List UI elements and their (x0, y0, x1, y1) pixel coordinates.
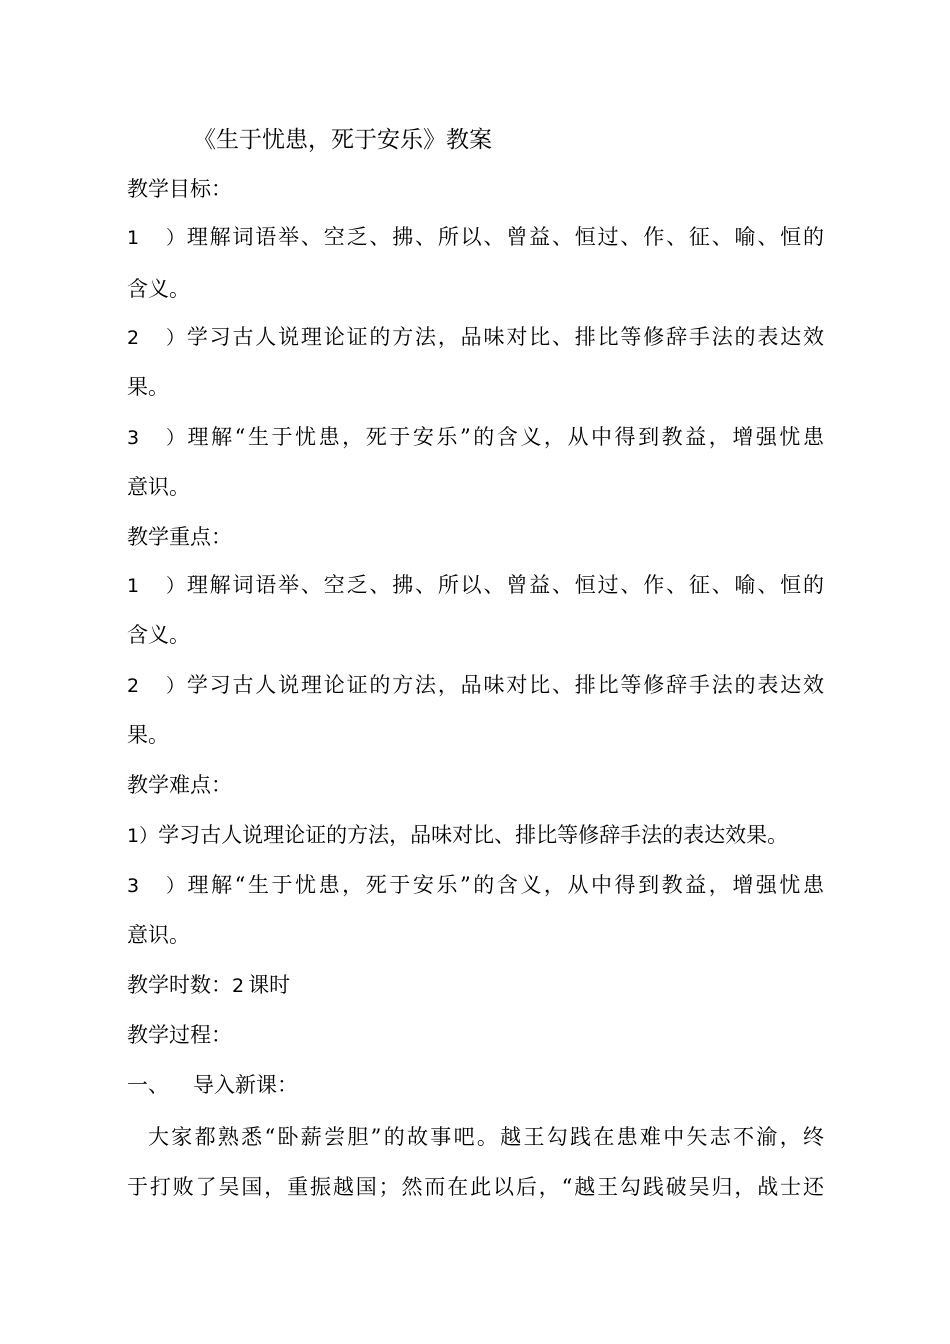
intro-paragraph-line1: 大家都熟悉“卧薪尝胆”的故事吧。越王勾践在患难中矢志不渝，终 (148, 1125, 824, 1149)
keypoint-1-line1 (127, 560, 824, 611)
objective-2-text: 学习古人说理论证的方法，品味对比、排比等修辞手法的表达效 (185, 325, 824, 349)
objective-2-line2: 果。 (127, 375, 169, 399)
objective-1-line2: 含义。 (127, 277, 190, 301)
objective-2-number: 2） (127, 327, 185, 349)
keypoint-2-number: 2） (127, 675, 185, 697)
keypoint-1-text: 理解词语举、空乏、拂、所以、曾益、恒过、作、征、喻、恒的 (185, 573, 824, 597)
objective-1-number: 1） (127, 227, 185, 249)
keypoint-2-text: 学习古人说理论证的方法，品味对比、排比等修辞手法的表达效 (185, 673, 824, 697)
objective-3-number: 3） (127, 427, 185, 449)
objective-2-line1 (127, 312, 824, 363)
teaching-hours-value: 2 (232, 975, 245, 997)
difficulty-1-text: 学习古人说理论证的方法，品味对比、排比等修辞手法的表达效果。 (158, 823, 789, 847)
difficulty-3-number: 3） (127, 875, 185, 897)
process-heading: 教学过程： (127, 1023, 232, 1047)
difficulties-heading: 教学难点： (127, 773, 232, 797)
objective-3-line2: 意识。 (127, 475, 190, 499)
keypoint-1-number: 1） (127, 575, 185, 597)
keypoint-1-line2: 含义。 (127, 623, 190, 647)
difficulty-1-number: 1） (127, 825, 159, 847)
keypoint-2-line1 (127, 660, 824, 711)
objective-3-text: 理解“生于忧患，死于安乐”的含义，从中得到教益，增强忧患 (185, 425, 824, 449)
keypoint-2-line2: 果。 (127, 723, 169, 747)
teaching-hours (127, 960, 290, 1011)
section-one-title: 导入新课： (193, 1073, 298, 1097)
difficulty-3-text: 理解“生于忧患，死于安乐”的含义，从中得到教益，增强忧患 (185, 873, 824, 897)
objective-1-text: 理解词语举、空乏、拂、所以、曾益、恒过、作、征、喻、恒的 (185, 225, 824, 249)
objective-1-line1 (127, 212, 824, 263)
section-one-heading (127, 1060, 298, 1110)
keypoints-heading: 教学重点： (127, 525, 232, 549)
teaching-hours-unit: 课时 (248, 973, 291, 997)
difficulty-3-line2: 意识。 (127, 923, 190, 947)
objective-3-line1 (127, 412, 824, 463)
teaching-hours-label: 教学时数： (127, 973, 232, 997)
document-title: 《生于忧患，死于安乐》教案 (193, 127, 492, 153)
section-one-number: 一、 (127, 1073, 169, 1097)
difficulty-3-line1 (127, 860, 824, 911)
objectives-heading: 教学目标： (127, 177, 232, 201)
intro-paragraph-line2: 于打败了吴国，重振越国；然而在此以后，“越王勾践破吴归，战士还 (127, 1175, 824, 1199)
difficulty-1 (127, 810, 788, 861)
